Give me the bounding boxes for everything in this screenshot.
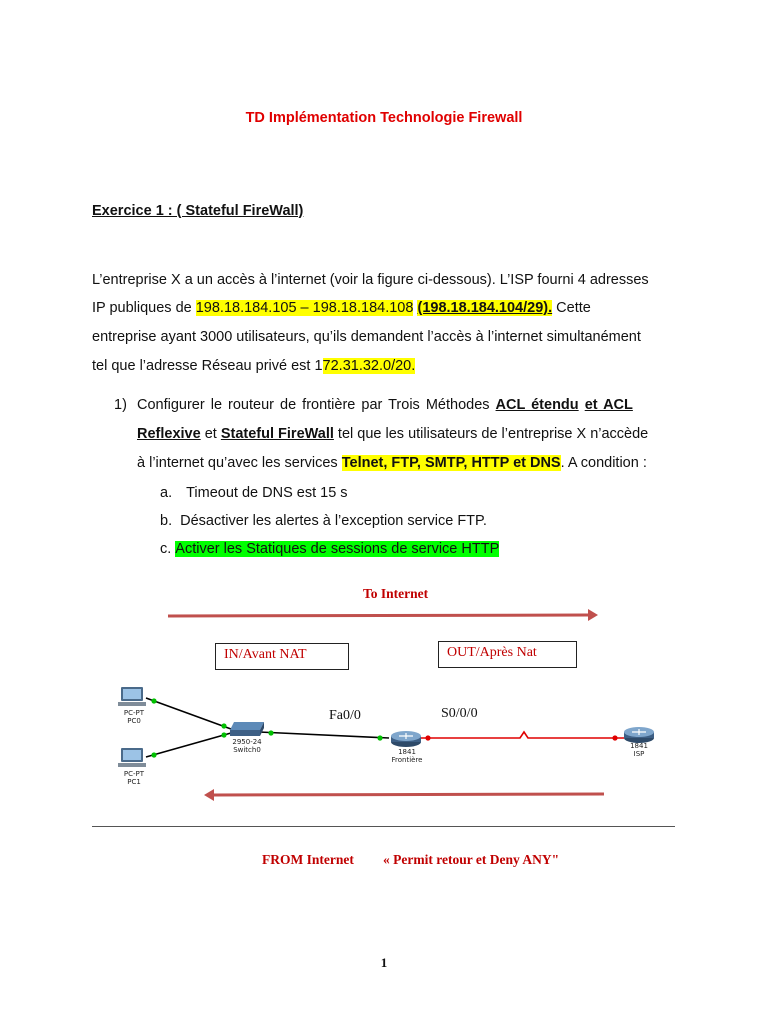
- question-1-line-2: [137, 426, 648, 442]
- pc1-label: [112, 770, 156, 786]
- to-internet-arrow: [160, 604, 600, 626]
- pc0-label: [112, 709, 156, 725]
- switch-icon[interactable]: [228, 720, 266, 738]
- intro-line-1: L’entreprise X a un accès à l’internet (voir la figure ci-dessous). L’ISP fourni 4 adresses: [92, 272, 649, 288]
- item-b: [160, 513, 487, 529]
- exercise-heading: Exercice 1 : ( Stateful FireWall): [92, 203, 304, 219]
- fa00-label: Fa0/0: [329, 708, 361, 723]
- from-internet-arrow: [202, 784, 612, 804]
- switch-label: [222, 738, 272, 754]
- intro-line-4: [92, 358, 415, 374]
- ip-range: 198.18.184.105 – 198.18.184.108: [195, 300, 414, 316]
- item-b-marker: b.: [160, 513, 173, 529]
- from-internet-label: FROM Internet: [262, 852, 354, 867]
- router-model: 1841: [398, 748, 416, 756]
- out-nat-box: OUT/Après Nat: [438, 641, 577, 668]
- question-1-line-2-suffix: tel que les utilisateurs de l’entreprise X n’accède: [333, 426, 649, 442]
- router-frontiere-label: [382, 748, 432, 764]
- stateful-firewall: Stateful FireWall: [220, 426, 334, 442]
- to-internet-label: To Internet: [363, 586, 429, 601]
- et-acl: et ACL: [584, 397, 633, 413]
- router-name: Frontière: [391, 756, 423, 764]
- network-topology: [94, 672, 674, 827]
- page-title: TD Implémentation Technologie Firewall: [245, 110, 523, 126]
- figure-bottom-rule: [92, 826, 675, 827]
- pc0-icon[interactable]: [118, 686, 148, 708]
- et-word: et: [200, 426, 221, 442]
- router-isp-icon[interactable]: [622, 724, 656, 744]
- router-frontiere-icon[interactable]: [389, 728, 423, 748]
- question-1-prefix: Configurer le routeur de frontière par Trois Méthodes: [137, 397, 496, 413]
- page-number: 1: [380, 955, 388, 970]
- intro-line-4-prefix: tel que l’adresse Réseau privé est 1: [92, 358, 323, 374]
- intro-line-2-suffix: Cette: [552, 300, 591, 316]
- intro-line-3: entreprise ayant 3000 utilisateurs, qu’ils demandent l’accès à l’internet simultanément: [92, 329, 641, 345]
- item-b-text: Désactiver les alertes à l’exception service FTP.: [180, 513, 487, 529]
- question-1-line-1: [137, 397, 633, 413]
- item-a: [160, 485, 348, 501]
- switch-model: 2950-24: [232, 738, 262, 746]
- pc0-type: PC-PT: [123, 709, 145, 717]
- item-c-marker: c.: [160, 541, 172, 557]
- s000-label: S0/0/0: [441, 706, 478, 721]
- item-a-marker: a.: [160, 485, 173, 501]
- pc0-name: PC0: [127, 717, 141, 725]
- intro-line-2: [92, 300, 591, 316]
- isp-name: ISP: [633, 750, 645, 758]
- ip-subnet: (198.18.184.104/29).: [417, 300, 553, 316]
- intro-line-2-prefix: IP publiques de: [92, 300, 196, 316]
- permit-deny-label: « Permit retour et Deny ANY": [383, 852, 560, 867]
- in-nat-box: IN/Avant NAT: [215, 643, 349, 670]
- question-1-line-3: [137, 455, 647, 471]
- pc1-icon[interactable]: [118, 747, 148, 769]
- pc1-name: PC1: [127, 778, 141, 786]
- private-network: 72.31.32.0/20.: [322, 358, 416, 374]
- switch-name: Switch0: [233, 746, 261, 754]
- reflexive: Reflexive: [137, 426, 201, 442]
- acl-etendu: ACL étendu: [495, 397, 579, 413]
- pc1-type: PC-PT: [123, 770, 145, 778]
- isp-model: 1841: [630, 742, 648, 750]
- router-isp-label: [614, 742, 664, 758]
- question-1-line-3-suffix: . A condition :: [560, 455, 647, 471]
- item-c-text: Activer les Statiques de sessions de service HTTP: [175, 541, 500, 557]
- services-list: Telnet, FTP, SMTP, HTTP et DNS: [341, 455, 561, 471]
- item-c: [160, 541, 499, 557]
- question-1-line-3-prefix: à l’internet qu’avec les services: [137, 455, 342, 471]
- item-a-text: Timeout de DNS est 15 s: [186, 485, 348, 501]
- question-1-number: 1): [114, 397, 127, 413]
